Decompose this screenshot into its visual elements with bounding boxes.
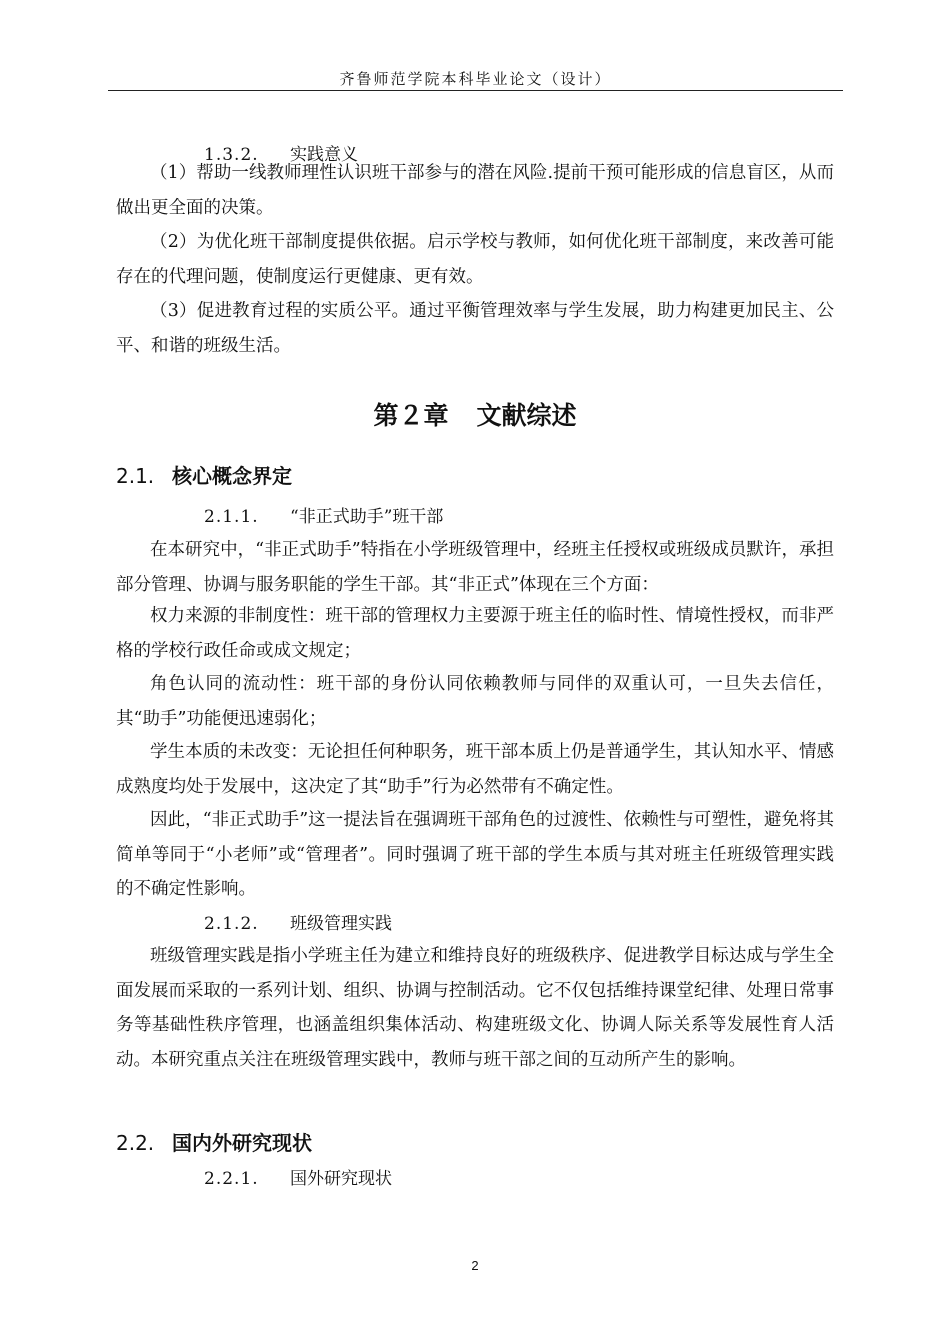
page-number: 2	[471, 1258, 479, 1273]
paragraph: 在本研究中，“非正式助手”特指在小学班级管理中，经班主任授权或班级成员默许，承担部分管理、协调与服务职能的学生干部。其“非正式”体现在三个方面：	[116, 540, 834, 595]
paragraph: 因此，“非正式助手”这一提法旨在强调班干部角色的过渡性、依赖性与可塑性，避免将其简单等同于“小老师”或“管理者”。同时强调了班干部的学生本质与其对班主任班级管理实践的不确定性影响。	[116, 810, 834, 899]
subsection-title: “非正式助手”班干部	[290, 507, 444, 527]
subsection-number: 2.1.2.	[204, 914, 259, 934]
paragraph: 角色认同的流动性：班干部的身份认同依赖教师与同伴的双重认可，一旦失去信任，其“助手”功能便迅速弱化；	[116, 674, 834, 729]
paragraph: （3）促进教育过程的实质公平。通过平衡管理效率与学生发展，助力构建更加民主、公平、和谐的班级生活。	[116, 301, 834, 356]
subsection-heading-2-1-1	[204, 502, 443, 527]
paragraph: 学生本质的未改变：无论担任何种职务，班干部本质上仍是普通学生，其认知水平、情感成熟度均处于发展中，这决定了其“助手”行为必然带有不确定性。	[116, 742, 834, 797]
paragraph: 班级管理实践是指小学班主任为建立和维持良好的班级秩序、促进教学目标达成与学生全面发展而采取的一系列计划、组织、协调与控制活动。它不仅包括维持课堂纪律、处理日常事务等基础性秩序管理，也涵盖组织集体活动、构建班级文化、协调人际关系等发展性育人活动。本研究重点关注在班级管理实践中，教师与班干部之间的互动所产生的影响。	[116, 946, 834, 1070]
running-header: 齐鲁师范学院本科毕业论文（设计）	[339, 70, 612, 88]
chapter-heading	[0, 396, 950, 432]
section-title: 核心概念界定	[172, 464, 292, 488]
section-heading-2-2	[116, 1127, 312, 1156]
section-title: 国内外研究现状	[172, 1131, 312, 1155]
paragraph: （1）帮助一线教师理性认识班干部参与的潜在风险.提前干预可能形成的信息盲区，从而做出更全面的决策。	[116, 163, 834, 218]
section-heading-2-1	[116, 460, 292, 489]
subsection-number: 2.2.1.	[204, 1169, 259, 1189]
subsection-title: 实践意义	[290, 145, 358, 165]
subsection-heading-2-2-1	[204, 1164, 392, 1189]
section-number: 2.2.	[116, 1131, 155, 1155]
header-rule	[108, 90, 843, 91]
section-number: 2.1.	[116, 464, 155, 488]
subsection-title: 国外研究现状	[290, 1169, 392, 1189]
subsection-title: 班级管理实践	[290, 914, 392, 934]
subsection-number: 2.1.1.	[204, 507, 259, 527]
subsection-number: 1.3.2.	[204, 145, 259, 165]
chapter-title: 文献综述	[476, 401, 577, 430]
chapter-number: 第２章	[373, 401, 449, 430]
subsection-heading-2-1-2	[204, 909, 392, 934]
paragraph: （2）为优化班干部制度提供依据。启示学校与教师，如何优化班干部制度，来改善可能存在的代理问题，使制度运行更健康、更有效。	[116, 232, 834, 287]
paragraph: 权力来源的非制度性：班干部的管理权力主要源于班主任的临时性、情境性授权，而非严格的学校行政任命或成文规定；	[116, 606, 834, 661]
